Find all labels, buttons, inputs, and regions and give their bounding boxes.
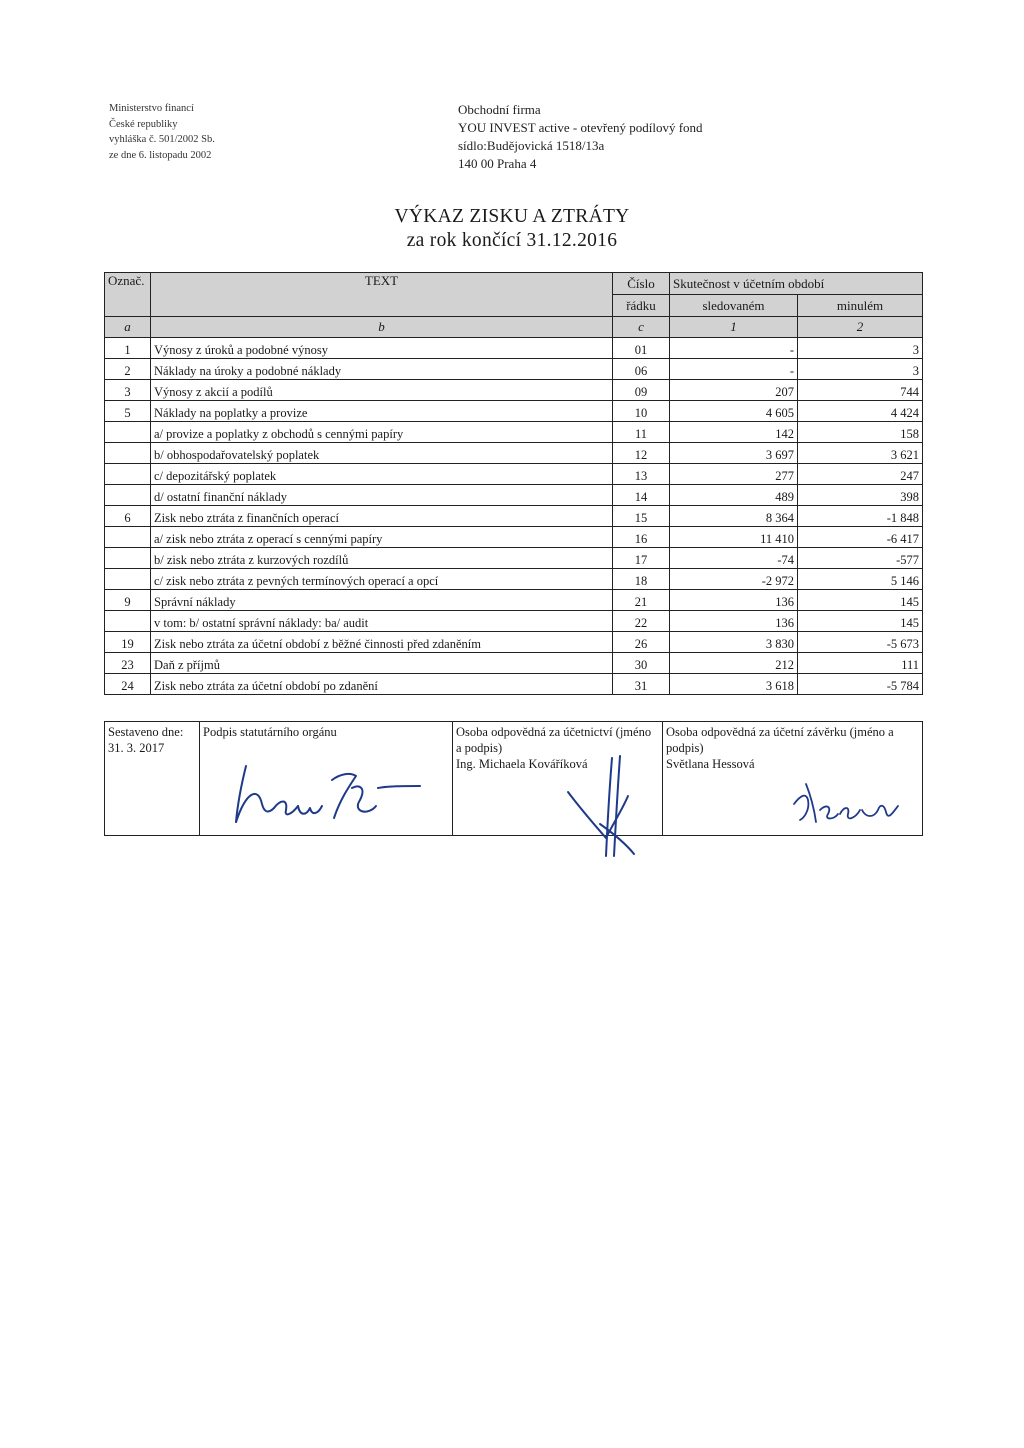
header-text: TEXT — [151, 273, 613, 317]
row-oznac — [105, 527, 151, 548]
row-current-value: 4 605 — [670, 401, 798, 422]
row-previous-value: 744 — [798, 380, 923, 401]
row-oznac — [105, 548, 151, 569]
header-letter-2: 2 — [798, 317, 923, 338]
row-text: Výnosy z úroků a podobné výnosy — [151, 338, 613, 359]
header-letter-b: b — [151, 317, 613, 338]
closing-signature-image — [786, 774, 906, 834]
row-current-value: 11 410 — [670, 527, 798, 548]
title-line-1: VÝKAZ ZISKU A ZTRÁTY — [394, 206, 630, 227]
table-row — [105, 653, 923, 674]
income-statement-table — [104, 272, 923, 695]
row-radek: 13 — [613, 464, 670, 485]
row-current-value: 3 618 — [670, 674, 798, 695]
compiled-label: Sestaveno dne: — [108, 725, 184, 739]
row-radek: 31 — [613, 674, 670, 695]
table-row — [105, 590, 923, 611]
header-radku: řádku — [613, 295, 670, 317]
row-text: Výnosy z akcií a podílů — [151, 380, 613, 401]
ministry-line-2: České republiky — [109, 118, 178, 130]
row-previous-value: 5 146 — [798, 569, 923, 590]
row-previous-value: -5 673 — [798, 632, 923, 653]
row-radek: 12 — [613, 443, 670, 464]
row-previous-value: -577 — [798, 548, 923, 569]
row-current-value: 136 — [670, 611, 798, 632]
row-previous-value: -6 417 — [798, 527, 923, 548]
row-oznac — [105, 569, 151, 590]
row-current-value: 3 697 — [670, 443, 798, 464]
company-line-4: 140 00 Praha 4 — [458, 156, 537, 171]
row-current-value: -74 — [670, 548, 798, 569]
table-row — [105, 527, 923, 548]
row-current-value: 489 — [670, 485, 798, 506]
company-line-3: sídlo:Budějovická 1518/13a — [458, 138, 605, 153]
company-header — [458, 101, 703, 173]
table-row — [105, 506, 923, 527]
row-text: b/ zisk nebo ztráta z kurzových rozdílů — [151, 548, 613, 569]
table-row — [105, 485, 923, 506]
row-oznac: 1 — [105, 338, 151, 359]
row-oznac — [105, 422, 151, 443]
row-current-value: 212 — [670, 653, 798, 674]
table-row — [105, 674, 923, 695]
closing-name: Světlana Hessová — [666, 757, 755, 771]
row-radek: 14 — [613, 485, 670, 506]
table-row — [105, 338, 923, 359]
compiled-date: 31. 3. 2017 — [108, 741, 165, 755]
ministry-line-4: ze dne 6. listopadu 2002 — [109, 149, 212, 161]
row-oznac: 19 — [105, 632, 151, 653]
row-oznac — [105, 464, 151, 485]
row-previous-value: 4 424 — [798, 401, 923, 422]
accounting-label: Osoba odpovědná za účetnictví (jméno a podpis) — [456, 725, 652, 755]
row-oznac: 2 — [105, 359, 151, 380]
header-skutecnost: Skutečnost v účetním období — [670, 273, 923, 295]
row-previous-value: 145 — [798, 611, 923, 632]
row-text: a/ zisk nebo ztráta z operací s cennými papíry — [151, 527, 613, 548]
row-oznac: 23 — [105, 653, 151, 674]
row-radek: 09 — [613, 380, 670, 401]
row-current-value: 136 — [670, 590, 798, 611]
row-radek: 01 — [613, 338, 670, 359]
row-previous-value: 3 — [798, 359, 923, 380]
company-line-2: YOU INVEST active - otevřený podílový fond — [458, 120, 703, 135]
table-row — [105, 380, 923, 401]
statutory-label: Podpis statutárního orgánu — [203, 725, 337, 739]
row-text: v tom: b/ ostatní správní náklady: ba/ audit — [151, 611, 613, 632]
row-current-value: - — [670, 359, 798, 380]
row-previous-value: 158 — [798, 422, 923, 443]
row-text: a/ provize a poplatky z obchodů s cennými papíry — [151, 422, 613, 443]
table-row — [105, 548, 923, 569]
row-current-value: 277 — [670, 464, 798, 485]
row-radek: 17 — [613, 548, 670, 569]
document-title — [0, 205, 1024, 253]
row-oznac — [105, 611, 151, 632]
company-line-1: Obchodní firma — [458, 102, 541, 117]
ministry-line-1: Ministerstvo financí — [109, 103, 194, 114]
row-current-value: 207 — [670, 380, 798, 401]
row-text: c/ zisk nebo ztráta z pevných termínových operací a opcí — [151, 569, 613, 590]
table-row — [105, 464, 923, 485]
row-text: b/ obhospodařovatelský poplatek — [151, 443, 613, 464]
ministry-line-3: vyhláška č. 501/2002 Sb. — [109, 134, 215, 145]
compiled-cell — [105, 722, 200, 836]
row-radek: 18 — [613, 569, 670, 590]
table-row — [105, 632, 923, 653]
header-letter-1: 1 — [670, 317, 798, 338]
row-previous-value: 3 — [798, 338, 923, 359]
row-radek: 21 — [613, 590, 670, 611]
row-current-value: - — [670, 338, 798, 359]
row-previous-value: -1 848 — [798, 506, 923, 527]
title-line-2: za rok končící 31.12.2016 — [406, 230, 618, 251]
row-previous-value: 247 — [798, 464, 923, 485]
row-radek: 30 — [613, 653, 670, 674]
row-radek: 22 — [613, 611, 670, 632]
row-current-value: 3 830 — [670, 632, 798, 653]
row-previous-value: 398 — [798, 485, 923, 506]
row-text: Náklady na poplatky a provize — [151, 401, 613, 422]
row-radek: 10 — [613, 401, 670, 422]
row-oznac: 3 — [105, 380, 151, 401]
row-text: Zisk nebo ztráta za účetní období po zdanění — [151, 674, 613, 695]
row-radek: 26 — [613, 632, 670, 653]
row-text: d/ ostatní finanční náklady — [151, 485, 613, 506]
closing-label: Osoba odpovědná za účetní závěrku (jméno a podpis) — [666, 725, 894, 755]
row-text: Zisk nebo ztráta za účetní období z běžné činnosti před zdaněním — [151, 632, 613, 653]
header-sledovanem: sledovaném — [670, 295, 798, 317]
table-row — [105, 611, 923, 632]
table-row — [105, 569, 923, 590]
statutory-signature-image — [228, 752, 428, 832]
row-oznac: 5 — [105, 401, 151, 422]
row-current-value: 8 364 — [670, 506, 798, 527]
header-letter-a: a — [105, 317, 151, 338]
row-oznac: 24 — [105, 674, 151, 695]
row-previous-value: 145 — [798, 590, 923, 611]
row-radek: 11 — [613, 422, 670, 443]
table-row — [105, 443, 923, 464]
row-current-value: 142 — [670, 422, 798, 443]
header-oznac: Označ. — [105, 273, 151, 317]
header-letter-c: c — [613, 317, 670, 338]
row-radek: 15 — [613, 506, 670, 527]
row-oznac — [105, 443, 151, 464]
row-oznac — [105, 485, 151, 506]
row-current-value: -2 972 — [670, 569, 798, 590]
table-row — [105, 359, 923, 380]
row-text: Zisk nebo ztráta z finančních operací — [151, 506, 613, 527]
row-previous-value: 111 — [798, 653, 923, 674]
row-oznac: 6 — [105, 506, 151, 527]
row-text: c/ depozitářský poplatek — [151, 464, 613, 485]
table-row — [105, 422, 923, 443]
header-cislo: Číslo — [613, 273, 670, 295]
row-oznac: 9 — [105, 590, 151, 611]
table-row — [105, 401, 923, 422]
accounting-signature-image — [560, 752, 670, 862]
ministry-header — [109, 101, 215, 163]
row-text: Správní náklady — [151, 590, 613, 611]
row-text: Náklady na úroky a podobné náklady — [151, 359, 613, 380]
row-radek: 06 — [613, 359, 670, 380]
accounting-name: Ing. Michaela Kováříková — [456, 757, 588, 771]
row-previous-value: 3 621 — [798, 443, 923, 464]
row-text: Daň z příjmů — [151, 653, 613, 674]
row-previous-value: -5 784 — [798, 674, 923, 695]
table-body — [105, 338, 923, 695]
row-radek: 16 — [613, 527, 670, 548]
header-minulem: minulém — [798, 295, 923, 317]
